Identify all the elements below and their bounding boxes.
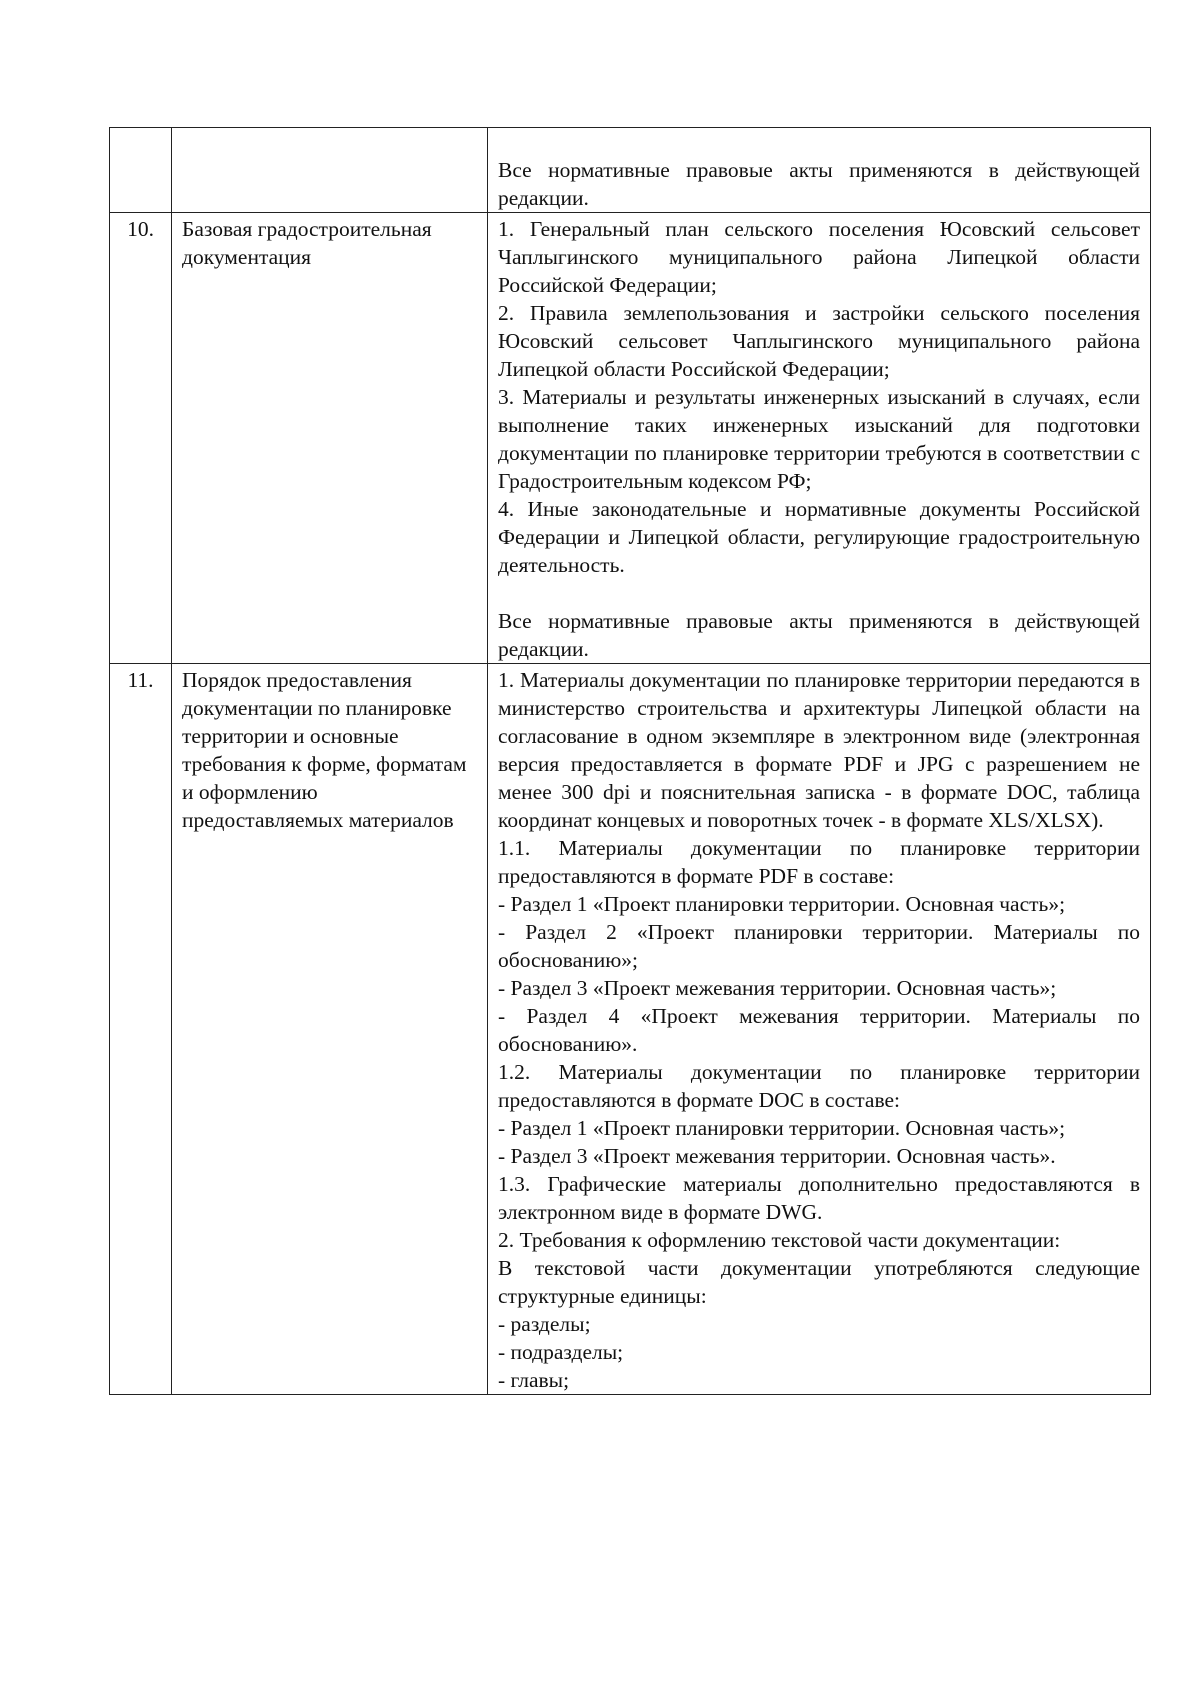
table-row (110, 213, 1151, 664)
row-paragraph: - Раздел 1 «Проект планировки территории. Основная часть»; (498, 892, 1066, 916)
row-paragraph: 3. Материалы и результаты инженерных изысканий в случаях, если выполнение таких инженерных изысканий для подготовки документации по планировке территории требуются в соответствии с Градостроительным кодексом РФ; (498, 385, 1140, 493)
row-paragraph: 2. Правила землепользования и застройки сельского поселения Юсовский сельсовет Чаплыгинского муниципального района Липецкой области Российской Федерации; (498, 301, 1140, 381)
row-paragraph: 1.3. Графические материалы дополнительно предоставляются в электронном виде в формате DWG. (498, 1172, 1140, 1224)
row-paragraph: - главы; (498, 1368, 570, 1392)
row-value (488, 213, 1151, 664)
requirements-table (109, 127, 1151, 1395)
row-paragraph: - Раздел 2 «Проект планировки территории. Материалы по обоснованию»; (498, 920, 1140, 972)
row-number: 11. (110, 664, 172, 1395)
row-paragraph: В текстовой части документации употребляются следующие структурные единицы: (498, 1256, 1140, 1308)
row-name (172, 128, 488, 213)
row-paragraph: - Раздел 1 «Проект планировки территории. Основная часть»; (498, 1116, 1066, 1140)
table-row (110, 664, 1151, 1395)
row-paragraph: Все нормативные правовые акты применяются в действующей редакции. (498, 609, 1140, 661)
row-paragraph: - разделы; (498, 1312, 591, 1336)
table-row (110, 128, 1151, 213)
row-paragraph: 2. Требования к оформлению текстовой части документации: (498, 1228, 1061, 1252)
row-paragraph: 1.1. Материалы документации по планировке территории предоставляются в формате PDF в составе: (498, 836, 1140, 888)
row-value (488, 664, 1151, 1395)
row-paragraph: - Раздел 3 «Проект межевания территории. Основная часть»; (498, 976, 1057, 1000)
row-paragraph: - подразделы; (498, 1340, 624, 1364)
row-value (488, 128, 1151, 213)
row-number: 10. (110, 213, 172, 664)
row-paragraph: - Раздел 3 «Проект межевания территории. Основная часть». (498, 1144, 1056, 1168)
row-number (110, 128, 172, 213)
row-name: Порядок предоставления документации по планировке территории и основные требования к форме, форматам и оформлению предоставляемых материалов (172, 664, 488, 1395)
row-paragraph: Все нормативные правовые акты применяются в действующей редакции. (498, 158, 1140, 210)
row-paragraph: 1.2. Материалы документации по планировке территории предоставляются в формате DOC в составе: (498, 1060, 1140, 1112)
row-paragraph: 4. Иные законодательные и нормативные документы Российской Федерации и Липецкой области, регулирующие градостроительную деятельность. (498, 497, 1140, 577)
row-paragraph-spacer (498, 579, 1140, 607)
row-paragraph: - Раздел 4 «Проект межевания территории. Материалы по обоснованию». (498, 1004, 1140, 1056)
row-paragraph: 1. Материалы документации по планировке территории передаются в министерство строительства и архитектуры Липецкой области на согласование в одном экземпляре в электронном виде (электронная версия предоставляется в формате PDF и JPG с разрешением не менее 300 dpi и пояснительная записка - в формате DOC, таблица координат концевых и поворотных точек - в формате XLS/XLSX). (498, 668, 1140, 832)
row-name: Базовая градостроительная документация (172, 213, 488, 664)
row-paragraph: 1. Генеральный план сельского поселения Юсовский сельсовет Чаплыгинского муниципального района Липецкой области Российской Федерации; (498, 217, 1140, 297)
